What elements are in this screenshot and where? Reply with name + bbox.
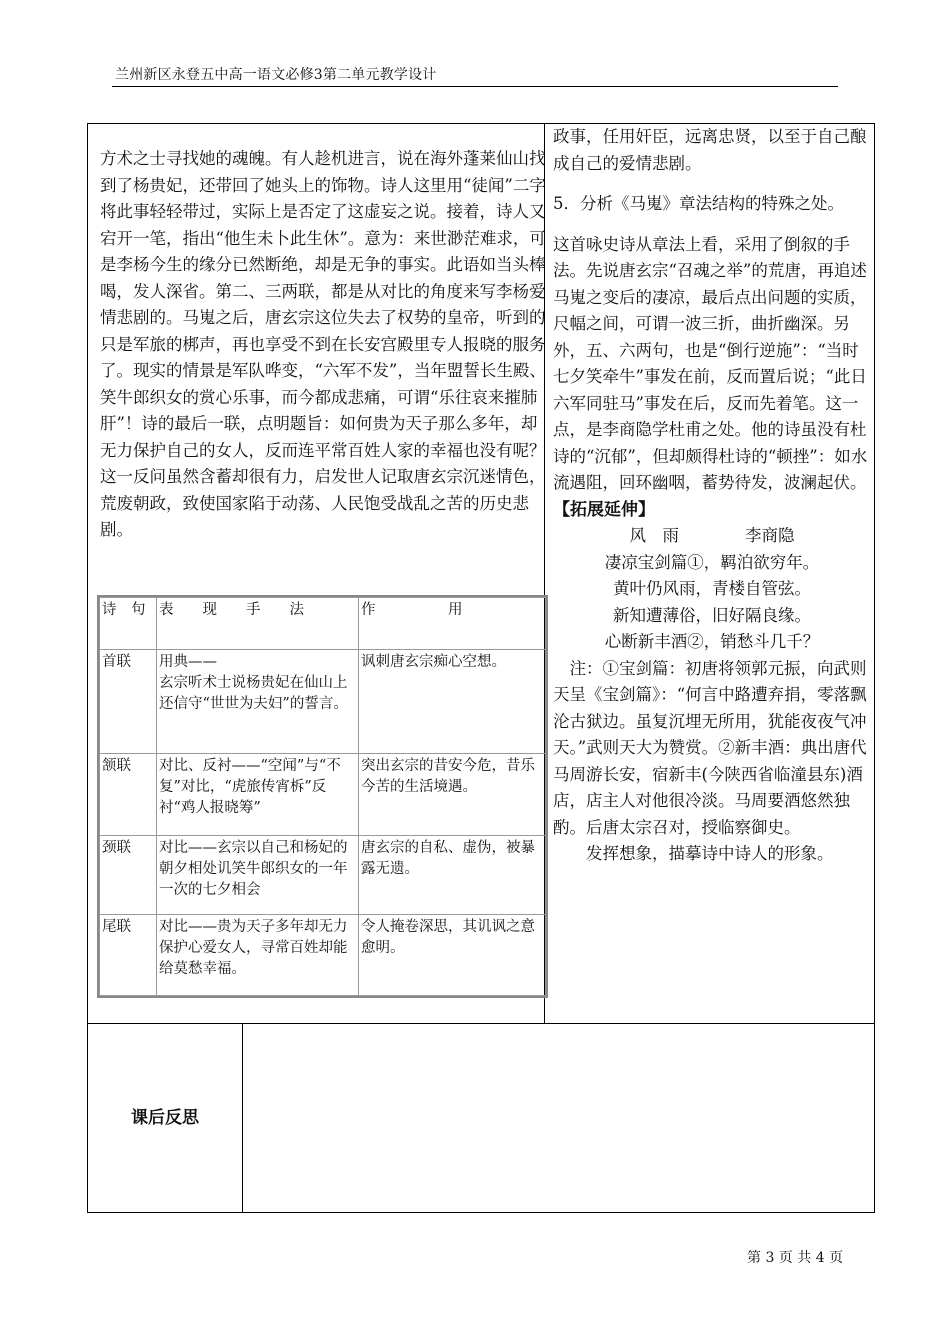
poem-title: 风 雨 李商隐 xyxy=(629,526,795,545)
question-5: 5．分析《马嵬》章法结构的特殊之处。 xyxy=(553,194,844,213)
technique-table xyxy=(97,595,548,998)
poem-line: 黄叶仍风雨，青楼自管弦。 xyxy=(613,579,811,598)
effect-cell: 讽刺唐玄宗痴心空想。 xyxy=(359,650,546,754)
left-column-paragraph: 方术之士寻找她的魂魄。有人趁机进言，说在海外蓬莱仙山找到了杨贵妃，还带回了她头上的饰物。诗人这里用“徒闻”二字将此事轻轻带过，实际上是否定了这虚妄之说。接着，诗人又宕开一笔，指出“他生未卜此生休”。意为：来世渺茫难求，可是李杨今生的缘分已然断绝，却是无争的事实。此语如当头棒喝，发人深省。第二、三两联，都是从对比的角度来写李杨爱情悲剧的。马嵬之后，唐玄宗这位失去了权势的皇帝，听到的只是军旅的梆声，再也享受不到在长安宫殿里专人报晓的服务了。现实的情景是军队哗变，“六军不发”，当年盟誓长生殿、笑牛郎织女的赏心乐事，而今都成悲痛，可谓“乐往哀来摧肺肝”！诗的最后一联，点明题旨：如何贵为天子那么多年，却无力保护自己的女人，反而连平常百姓人家的幸福也没有呢？这一反问虽然含蓄却很有力，启发世人记取唐玄宗沉迷情色，荒废朝政，致使国家陷于动荡、人民饱受战乱之苦的历史悲剧。 xyxy=(100,149,546,539)
poem-note: 注：①宝剑篇：初唐将领郭元振，向武则天呈《宝剑篇》：“何言中路遭弃捐，零落飘沦古狱边。虽复沉埋无所用，犹能夜夜气冲天。”武则天大为赞赏。②新丰酒：典出唐代马周游长安，宿新丰(今陕西省临潼县东)酒店，店主人对他很冷淡。马周要酒悠然独酌。后唐太宗召对，授临察御史。 xyxy=(553,658,867,837)
col-header-technique: 表 现 手 法 xyxy=(157,598,359,650)
poem-line: 心断新丰酒②，销愁斗几千？ xyxy=(604,632,820,651)
table-row xyxy=(100,754,546,836)
extension-heading: 【拓展延伸】 xyxy=(553,499,655,520)
poem-line: 凄凉宝剑篇①，羁泊欲穷年。 xyxy=(604,552,820,572)
right-column xyxy=(553,124,871,868)
col-header-effect: 作 用 xyxy=(359,598,546,650)
poem-line: 新知遭薄俗，旧好隔良缘。 xyxy=(613,605,811,625)
lesson-table xyxy=(87,123,875,1024)
technique-cell: 对比、反衬——“空闻”与“不复”对比，“虎旅传宵柝”反衬“鸡人报晓筹” xyxy=(157,754,359,836)
verse-cell: 颈联 xyxy=(100,836,157,915)
effect-cell: 令人掩卷深思，其讥讽之意愈明。 xyxy=(359,915,546,996)
continued-paragraph: 政事，任用奸臣，远离忠贤，以至于自己酿成自己的爱情悲剧。 xyxy=(553,127,867,173)
verse-cell: 尾联 xyxy=(100,915,157,996)
task-prompt: 发挥想象，描摹诗中诗人的形象。 xyxy=(586,844,834,863)
answer-paragraph: 这首咏史诗从章法上看，采用了倒叙的手法。先说唐玄宗“召魂之举”的荒唐，再追述马嵬之变后的凄凉，最后点出问题的实质，尺幅之间，可谓一波三折，曲折幽深。另外，五、六两句，也是“倒行逆施”：“当时七夕笑牵牛”事发在前，反而置后说；“此日六军同驻马”事发在后，反而先着笔。这一点，是李商隐学杜甫之处。他的诗虽没有杜诗的“沉郁”，但却颇得杜诗的“顿挫”：如水流遇阻，回环幽咽，蓄势待发，波澜起伏。 xyxy=(553,234,868,492)
page-header: 兰州新区永登五中高一语文必修3第二单元教学设计 xyxy=(115,67,437,83)
table-row xyxy=(100,915,546,996)
technique-cell: 对比——贵为天子多年却无力保护心爱女人，寻常百姓却能给莫愁幸福。 xyxy=(157,915,359,996)
effect-cell: 突出玄宗的昔安今危，昔乐今苦的生活境遇。 xyxy=(359,754,546,836)
effect-cell: 唐玄宗的自私、虚伪，被暴露无遗。 xyxy=(359,836,546,915)
table-row xyxy=(100,836,546,915)
verse-cell: 颔联 xyxy=(100,754,157,836)
reflection-label: 课后反思 xyxy=(131,1108,199,1128)
reflection-divider xyxy=(242,1023,243,1212)
col-header-verse: 诗 句 xyxy=(100,598,157,650)
page-number: 第 3 页 共 4 页 xyxy=(747,1250,844,1266)
technique-cell: 对比——玄宗以自己和杨妃的朝夕相处讥笑牛郎织女的一年一次的七夕相会 xyxy=(157,836,359,915)
table-row xyxy=(100,650,546,754)
verse-cell: 首联 xyxy=(100,650,157,754)
technique-cell: 用典—— 玄宗听术士说杨贵妃在仙山上还信守“世世为夫妇”的誓言。 xyxy=(157,650,359,754)
reflection-table xyxy=(87,1023,875,1213)
header-rule xyxy=(112,86,838,87)
